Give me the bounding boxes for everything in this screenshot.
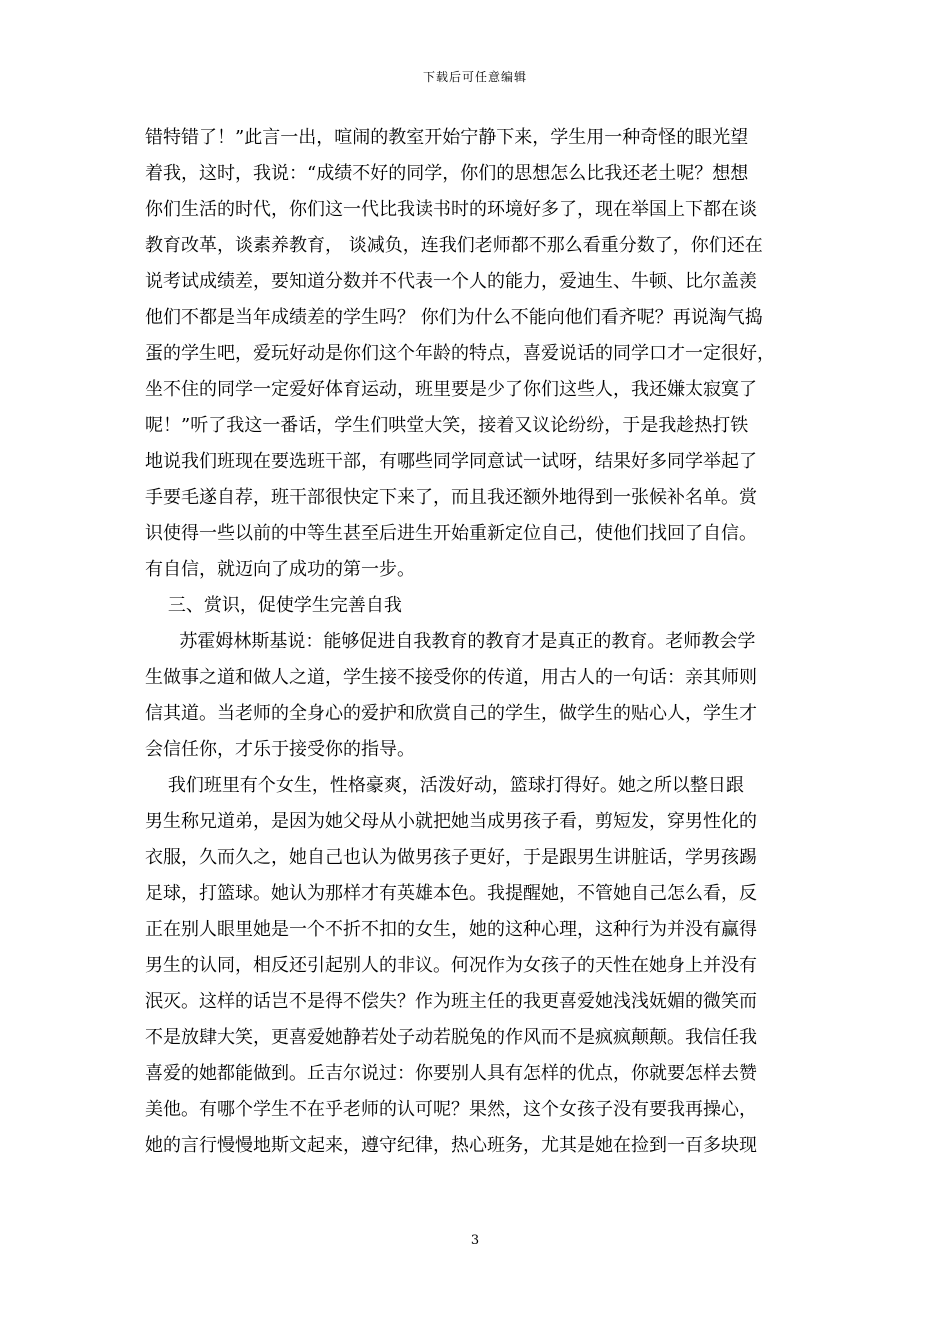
text-line: 足球，打篮球。她认为那样才有英雄本色。我提醒她，不管她自己怎么看，反 (145, 883, 757, 904)
text-line: 坐不住的同学一定爱好体育运动，班里要是少了你们这些人，我还嫌太寂寞了 (145, 379, 757, 400)
text-line: 泯灭。这样的话岂不是得不偿失？作为班主任的我更喜爱她浅浅妩媚的微笑而 (145, 991, 757, 1012)
text-line: 他们不都是当年成绩差的学生吗？ 你们为什么不能向他们看齐呢？再说淘气捣 (145, 307, 763, 328)
text-line: 说考试成绩差，要知道分数并不代表一个人的能力，爱迪生、牛顿、比尔盖羡 (145, 271, 757, 292)
body-text (145, 120, 815, 1164)
text-line: 男生的认同，相反还引起别人的非议。何况作为女孩子的天性在她身上并没有 (145, 955, 757, 976)
text-line: 美他。有哪个学生不在乎老师的认可呢？果然，这个女孩子没有要我再操心， (145, 1099, 757, 1120)
text-line: 喜爱的她都能做到。丘吉尔说过：你要别人具有怎样的优点，你就要怎样去赞 (145, 1063, 757, 1084)
text-line: 信其道。当老师的全身心的爱护和欣赏自己的学生，做学生的贴心人，学生才 (145, 703, 757, 724)
text-line: 正在别人眼里她是一个不折不扣的女生，她的这种心理，这种行为并没有赢得 (145, 919, 757, 940)
page-number: 3 (470, 1233, 480, 1248)
text-line: 苏霍姆林斯基说：能够促进自我教育的教育才是真正的教育。老师教会学 (145, 631, 756, 652)
text-line: 手要毛遂自荐，班干部很快定下来了，而且我还额外地得到一张候补名单。赏 (145, 487, 757, 508)
text-line: 教育改革，谈素养教育， 谈减负，连我们老师都不那么看重分数了，你们还在 (145, 235, 763, 256)
text-line: 错特错了！”此言一出，喧闹的教室开始宁静下来，学生用一种奇怪的眼光望 (145, 127, 749, 148)
text-line: 会信任你，才乐于接受你的指导。 (145, 739, 415, 760)
text-line: 蛋的学生吧，爱玩好动是你们这个年龄的特点，喜爱说话的同学口才一定很好， (145, 343, 775, 364)
text-line: 衣服，久而久之，她自己也认为做男孩子更好，于是跟男生讲脏话，学男孩踢 (145, 847, 757, 868)
text-line: 她的言行慢慢地斯文起来，遵守纪律，热心班务，尤其是她在捡到一百多块现 (145, 1135, 757, 1156)
text-line: 识使得一些以前的中等生甚至后进生开始重新定位自己，使他们找回了自信。 (145, 523, 757, 544)
text-line: 你们生活的时代，你们这一代比我读书时的环境好多了，现在举国上下都在谈 (145, 199, 757, 220)
text-line: 呢！”听了我这一番话，学生们哄堂大笑，接着又议论纷纷，于是我趁热打铁 (145, 415, 749, 436)
text-line: 生做事之道和做人之道，学生接不接受你的传道，用古人的一句话：亲其师则 (145, 667, 757, 688)
text-line: 有自信，就迈向了成功的第一步。 (145, 559, 415, 580)
text-line: 男生称兄道弟，是因为她父母从小就把她当成男孩子看，剪短发，穿男性化的 (145, 811, 757, 832)
text-line: 着我，这时，我说：“成绩不好的同学，你们的思想怎么比我还老土呢？想想 (145, 163, 749, 184)
text-line: 不是放肆大笑，更喜爱她静若处子动若脱兔的作风而不是疯疯颠颠。我信任我 (145, 1027, 757, 1048)
page-header: 下载后可任意编辑 (422, 70, 527, 84)
text-line: 地说我们班现在要选班干部，有哪些同学同意试一试呀，结果好多同学举起了 (145, 451, 757, 472)
section-heading: 三、赏识，促使学生完善自我 (145, 595, 402, 616)
text-line: 我们班里有个女生，性格豪爽，活泼好动，篮球打得好。她之所以整日跟 (145, 775, 744, 796)
